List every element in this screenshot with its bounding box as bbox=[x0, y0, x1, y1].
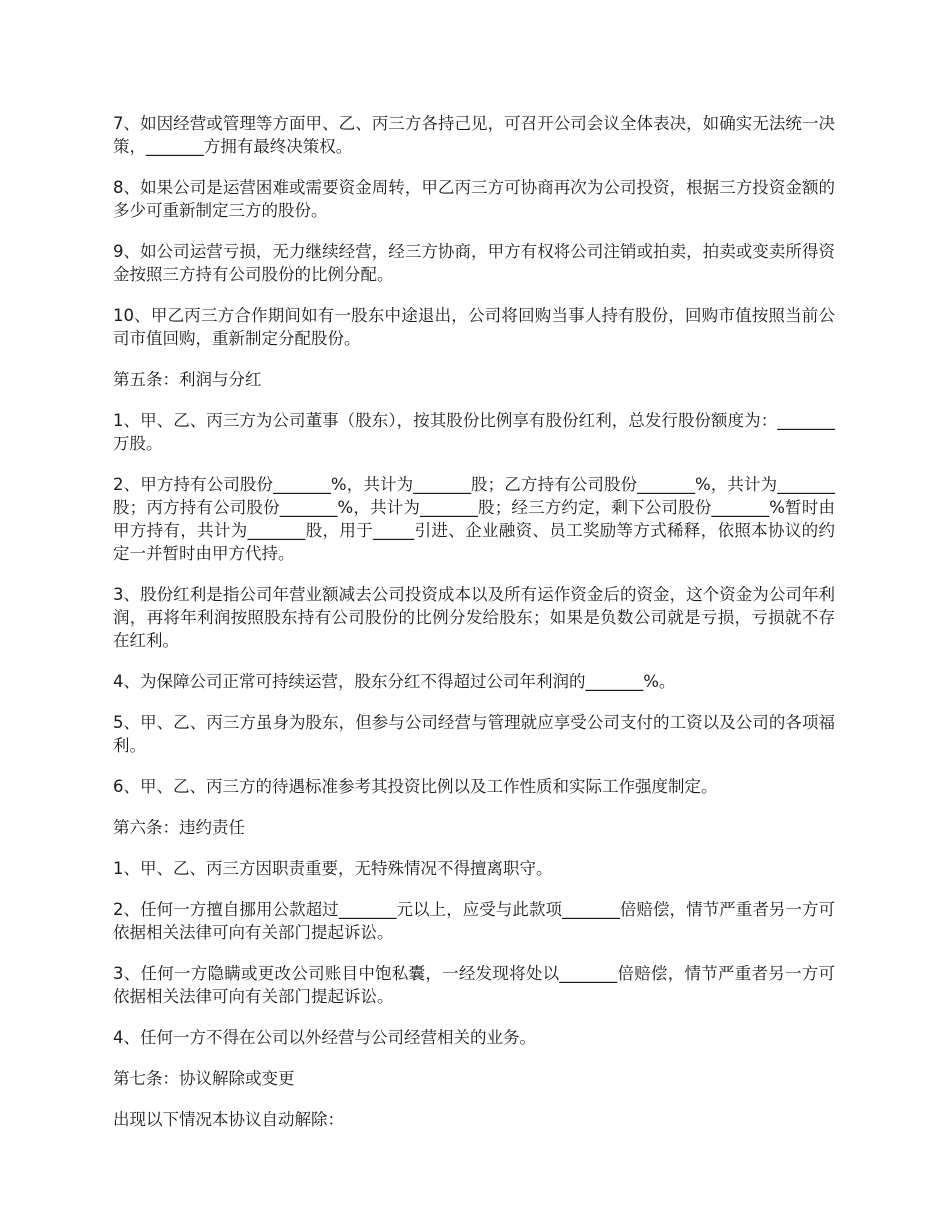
clause-6-4: 4、任何一方不得在公司以外经营与公司经营相关的业务。 bbox=[113, 1028, 536, 1047]
clause-4-8: 8、如果公司是运营困难或需要资金周转，甲乙丙三方可协商再次为公司投资，根据三方投资金额的多少可重新制定三方的股份。 bbox=[113, 178, 835, 220]
clause-4-10: 10、甲乙丙三方合作期间如有一股东中途退出，公司将回购当事人持有股份，回购市值按照当前公司市值回购，重新制定分配股份。 bbox=[113, 306, 835, 348]
clause-5-3: 3、股份红利是指公司年营业额减去公司投资成本以及所有运作资金后的资金，这个资金为公司年利润，再将年利润按照股东持有公司股份的比例分发给股东；如果是负数公司就是亏损，亏损就不存在红利。 bbox=[113, 585, 835, 650]
clause-5-5: 5、甲、乙、丙三方虽身为股东，但参与公司经营与管理就应享受公司支付的工资以及公司的各项福利。 bbox=[113, 713, 835, 755]
clause-5-1: 1、甲、乙、丙三方为公司董事（股东），按其股份比例享有股份红利，总发行股份额度为：_______万股。 bbox=[113, 411, 835, 453]
clause-5-4: 4、为保障公司正常可持续运营，股东分红不得超过公司年利润的_______%。 bbox=[113, 672, 676, 691]
section-heading-7: 第七条：协议解除或变更 bbox=[113, 1069, 295, 1088]
clause-6-3: 3、任何一方隐瞒或更改公司账目中饱私囊，一经发现将处以_______倍赔偿，情节严重者另一方可依据相关法律可向有关部门提起诉讼。 bbox=[113, 964, 835, 1006]
section-heading-6: 第六条：违约责任 bbox=[113, 818, 245, 837]
clause-4-7: 7、如因经营或管理等方面甲、乙、丙三方各持己见，可召开公司会议全体表决，如确实无法统一决策，_______方拥有最终决策权。 bbox=[113, 114, 835, 156]
clause-6-2: 2、任何一方擅自挪用公款超过_______元以上，应受与此款项_______倍赔偿，情节严重者另一方可依据相关法律可向有关部门提起诉讼。 bbox=[113, 900, 835, 942]
document-page bbox=[113, 112, 835, 1149]
clause-4-9: 9、如公司运营亏损，无力继续经营，经三方协商，甲方有权将公司注销或拍卖，拍卖或变卖所得资金按照三方持有公司股份的比例分配。 bbox=[113, 242, 835, 284]
section-heading-5: 第五条：利润与分红 bbox=[113, 370, 262, 389]
clause-5-2: 2、甲方持有公司股份_______%，共计为_______股；乙方持有公司股份_______%，共计为_______股；丙方持有公司股份_______%，共计为_______股；经三方约定，剩下公司股份_______%暂时由甲方持有，共计为_______股，用于_____引进、企业融资、员工奖励等方式稀释，依照本协议的约定一并暂时由甲方代持。 bbox=[113, 475, 835, 563]
clause-5-6: 6、甲、乙、丙三方的待遇标准参考其投资比例以及工作性质和实际工作强度制定。 bbox=[113, 777, 718, 796]
clause-6-1: 1、甲、乙、丙三方因职责重要，无特殊情况不得擅离职守。 bbox=[113, 859, 553, 878]
clause-7-intro: 出现以下情况本协议自动解除： bbox=[113, 1110, 344, 1129]
